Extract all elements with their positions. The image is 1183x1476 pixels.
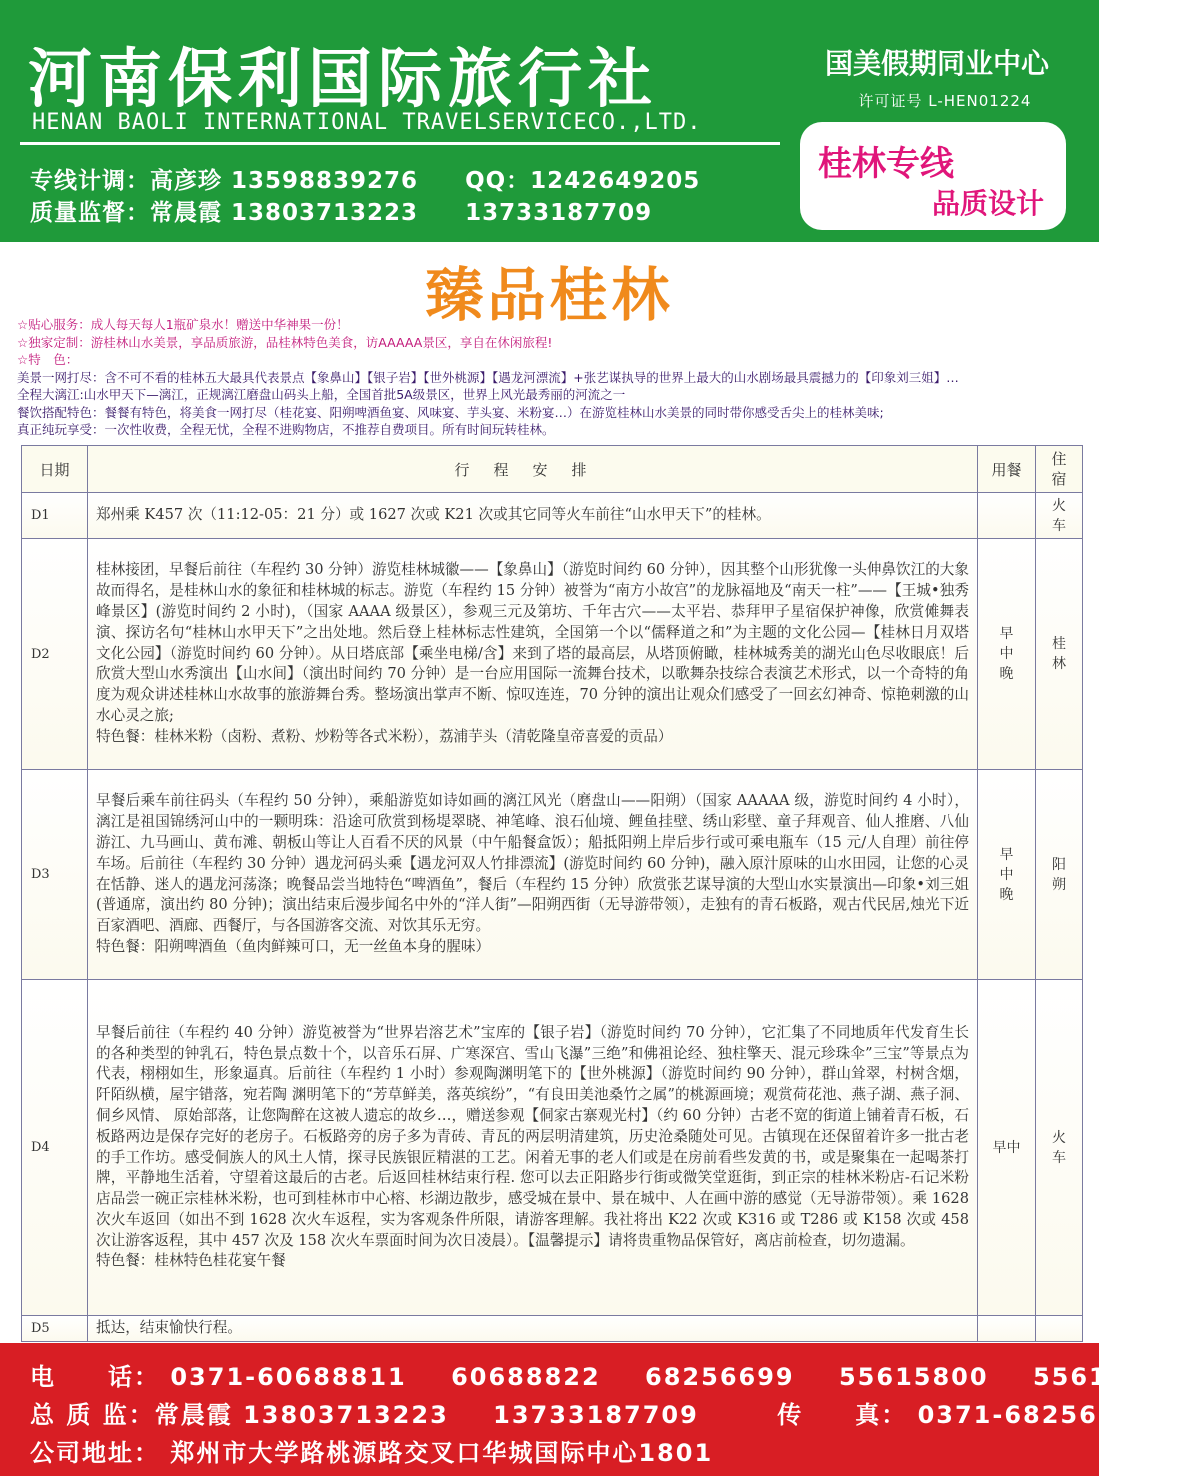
row-plan	[88, 539, 978, 770]
row-plan-text: 早餐后前往（车程约 40 分钟）游览被誉为“世界岩溶艺术”宝库的【银子岩】（游览时间约 70 分钟），它汇集了不同地质年代发育生长的各种类型的钟乳石，特色景点数十个，以音乐石屏、广寒深宫、雪山飞瀑”三绝”和佛祖论经、独柱擎天、混元珍珠伞”三宝”等景点为代表，栩栩如生，形象逼真。后前往（车程约 1 小时）参观陶渊明笔下的【世外桃源】（游览时间约 90 分钟），群山耸翠，村树含烟，阡陌纵横，屋宇错落，宛若陶 渊明笔下的“芳草鲜美，落英缤纷”，“有良田美池桑竹之属”的桃源画境；观赏荷花池、燕子湖、燕子洞、侗乡风情、 原始部落，让您陶醉在这被人遗忘的故乡…，赠送参观【侗家古寨观光村】（约 60 分钟）古老不宽的街道上铺着青石板，石板路两边是保存完好的老房子。石板路旁的房子多为青砖、青瓦的两层明清建筑，历史沧桑随处可见。古镇现在还保留着许多一批古老的手工作坊。感受侗族人的风土人情，探寻民族银匠精湛的工艺。闲着无事的老人们或是在房前看些发黄的书，或是聚集在一起喝茶打牌，平静地生活着，守望着这最后的古老。后返回桂林结束行程. 您可以去正阳路步行街或微笑堂逛街，到正宗的桂林米粉店-石记米粉店品尝一碗正宗桂林米粉，也可到桂林市中心榕、杉湖边散步，感受城在景中、景在城中、人在画中游的感觉（无导游带领）。乘 1628 次火车返回（如出不到 1628 次火车返程，实为客观条件所限，请游客理解。我社将出 K22 次或 K316 或 T286 或 K158 次或 458 次让游客返程，其中 457 次及 158 次火车票面时间为次日凌晨）。【温馨提示】请将贵重物品保管好，离店前检查，切勿遗漏。	[96, 1023, 969, 1249]
header-plan: 行程安排	[88, 446, 978, 493]
row-meal: 早中晚	[978, 770, 1036, 980]
contact-line-1	[30, 162, 700, 195]
feature-custom: ☆独家定制：游桂林山水美景，享品质旅游，品桂林特色美食，访AAAAA景区，享自在休闲旅程!	[17, 334, 553, 350]
footer-banner	[0, 1343, 1183, 1476]
route-title: 桂林专线	[818, 144, 954, 184]
row-day: D4	[22, 980, 88, 1316]
header-banner	[0, 0, 1099, 242]
brand-name: 国美假期同业中心	[824, 47, 1049, 80]
phone-1: 0371-60688811	[170, 1363, 407, 1391]
contact2-phone1: 13803713223	[231, 200, 419, 226]
table-row	[22, 493, 1083, 539]
feature-food: 餐饮搭配特色：餐餐有特色，将美食一网打尽（桂花宴、阳朔啤酒鱼宴、风味宴、芋头宴、米粉宴…）在游览桂林山水美景的同时带你感受舌尖上的桂林美味;	[17, 404, 884, 420]
row-special-meal: 特色餐：阳朔啤酒鱼（鱼肉鲜辣可口，无一丝鱼本身的腥味）	[96, 937, 491, 955]
license-number: 许可证号 L-HEN01224	[858, 92, 1032, 110]
contact2-phone2: 13733187709	[465, 200, 653, 226]
header-divider	[20, 142, 780, 145]
fax-number: 0371-68256611	[917, 1401, 1154, 1429]
quality-phone-1: 13803713223	[243, 1401, 449, 1429]
route-badge	[800, 122, 1066, 230]
feature-lijiang: 全程大漓江:山水甲天下—漓江，正规漓江磨盘山码头上船，全国首批5A级景区，世界上风光最秀丽的河流之一	[17, 387, 626, 402]
features-list	[17, 316, 1092, 439]
contact1-label: 专线计调：高彦珍	[30, 168, 222, 194]
page-title: 臻品桂林	[425, 261, 674, 329]
contact2-label: 质量监督：常晨霞	[30, 200, 222, 226]
fax-label: 传 真：	[777, 1401, 908, 1429]
row-stay: 桂林	[1036, 539, 1083, 770]
row-plan: 抵达，结束愉快行程。	[88, 1316, 978, 1342]
quality-phone-2: 13733187709	[493, 1401, 699, 1429]
table-row	[22, 980, 1083, 1316]
feature-scenery: 美景一网打尽：含不可不看的桂林五大最具代表景点【象鼻山】【银子岩】【世外桃源】【遇龙河漂流】+张艺谋执导的世界上最大的山水剧场最具震撼力的【印象刘三姐】…	[17, 369, 959, 385]
company-name-cn: 河南保利国际旅行社	[28, 43, 658, 117]
footer-address	[30, 1433, 713, 1468]
phone-5: 55615877	[1032, 1363, 1183, 1391]
row-special-meal: 特色餐：桂林特色桂花宴午餐	[96, 1252, 286, 1270]
route-subtitle: 品质设计	[931, 187, 1044, 220]
footer-quality	[30, 1395, 1154, 1430]
address-text: 郑州市大学路桃源路交叉口华城国际中心1801	[170, 1439, 714, 1467]
contact1-qq: QQ：1242649205	[465, 168, 701, 194]
row-stay: 火车	[1036, 493, 1083, 539]
header-stay: 住宿	[1036, 446, 1083, 493]
row-stay	[1036, 1316, 1083, 1342]
row-day: D3	[22, 770, 88, 980]
table-row	[22, 1316, 1083, 1342]
header-meal: 用餐	[978, 446, 1036, 493]
feature-pure-play: 真正纯玩享受：一次性收费，全程无忧，全程不进购物店，不推荐自费项目。所有时间玩转桂林。	[17, 422, 555, 437]
contact-line-2	[30, 194, 652, 227]
company-name-en: HENAN BAOLI INTERNATIONAL TRAVELSERVICECO.,LTD.	[32, 110, 702, 135]
contact1-phone: 13598839276	[231, 168, 419, 194]
row-stay: 火车	[1036, 980, 1083, 1316]
row-special-meal: 特色餐：桂林米粉（卤粉、煮粉、炒粉等各式米粉），荔浦芋头（清乾隆皇帝喜爱的贡品）	[96, 727, 673, 745]
row-stay: 阳朔	[1036, 770, 1083, 980]
phone-2: 60688822	[451, 1363, 601, 1391]
header-day: 日期	[22, 446, 88, 493]
row-meal	[978, 1316, 1036, 1342]
feature-heading: ☆特 色：	[17, 352, 79, 367]
phone-label: 电 话：	[30, 1363, 160, 1391]
quality-label: 总 质 监：常晨霞	[30, 1401, 233, 1429]
phone-3: 68256699	[645, 1363, 795, 1391]
feature-service: ☆贴心服务：成人每天每人1瓶矿泉水！赠送中华神果一份！	[17, 317, 349, 332]
row-meal: 早中	[978, 980, 1036, 1316]
row-day: D5	[22, 1316, 88, 1342]
footer-phones	[30, 1357, 1183, 1392]
table-row	[22, 539, 1083, 770]
row-plan: 郑州乘 K457 次（11:12-05：21 分）或 1627 次或 K21 次或其它同等火车前往“山水甲天下”的桂林。	[88, 493, 978, 539]
row-day: D1	[22, 493, 88, 539]
row-plan	[88, 980, 978, 1316]
row-plan	[88, 770, 978, 980]
row-day: D2	[22, 539, 88, 770]
address-label: 公司地址：	[30, 1439, 160, 1467]
table-row	[22, 770, 1083, 980]
table-header-row	[22, 446, 1083, 493]
row-plan-text: 桂林接团，早餐后前往（车程约 30 分钟）游览桂林城徽——【象鼻山】（游览时间约 60 分钟），因其整个山形犹像一头伸鼻饮江的大象故而得名，是桂林山水的象征和桂林城的标志。游览（车程约 15 分钟）被誉为“南方小故宫”的龙脉福地及“南天一柱”——【王城•独秀峰景区】(游览时间约 2 小时)，（国家 AAAA 级景区），参观三元及第坊、千年古穴——太平岩、恭拜甲子星宿保护神像，欣赏傩舞表演、探访名句“桂林山水甲天下”之出处地。然后登上桂林标志性建筑，全国第一个以“儒释道之和”为主题的文化公园—【桂林日月双塔文化公园】（游览时间约 60 分钟）。从日塔底部【乘坐电梯/含】来到了塔的最高层，从塔顶俯瞰，桂林城秀美的湖光山色尽收眼底！后欣赏大型山水秀演出【山水间】（演出时间约 70 分钟）是一台应用国际一流舞台技术，以歌舞杂技综合表演艺术形式，以一个奇特的角度为观众讲述桂林山水故事的旅游舞台秀。整场演出掌声不断、惊叹连连，70 分钟的演出让观众们感受了一回玄幻神奇、惊艳刺激的山水心灵之旅;	[96, 561, 969, 724]
row-plan-text: 早餐后乘车前往码头（车程约 50 分钟），乘船游览如诗如画的漓江风光（磨盘山——阳朔）（国家 AAAAA 级，游览时间约 4 小时），漓江是祖国锦绣河山中的一颗明珠：沿途可欣赏到杨堤翠晓、神笔峰、浪石仙境、鲤鱼挂壁、绣山彩壁、童子拜观音、仙人推磨、八仙游江、九马画山、黄布滩、朝板山等让人百看不厌的风景（中午船餐盒饭）；船抵阳朔上岸后步行或可乘电瓶车（15 元/人自理）前往停车场。后前往（车程约 30 分钟）遇龙河码头乘【遇龙河双人竹排漂流】(游览时间约 60 分钟)，融入原汁原味的山水田园，让您的心灵在恬静、迷人的遇龙河荡涤；晚餐品尝当地特色“啤酒鱼”，餐后（车程约 15 分钟）欣赏张艺谋导演的大型山水实景演出—印象•刘三姐(普通席，演出约 80 分钟)；演出结束后漫步闻名中外的“洋人街”—阳朔西街（无导游带领），走独有的青石板路，观古代民居,烛光下近百家酒吧、酒廊、西餐厅，与各国游客交流、对饮其乐无穷。	[96, 792, 969, 935]
row-meal	[978, 493, 1036, 539]
phone-4: 55615800	[838, 1363, 989, 1391]
row-meal: 早中晚	[978, 539, 1036, 770]
itinerary-table	[21, 445, 1083, 1342]
